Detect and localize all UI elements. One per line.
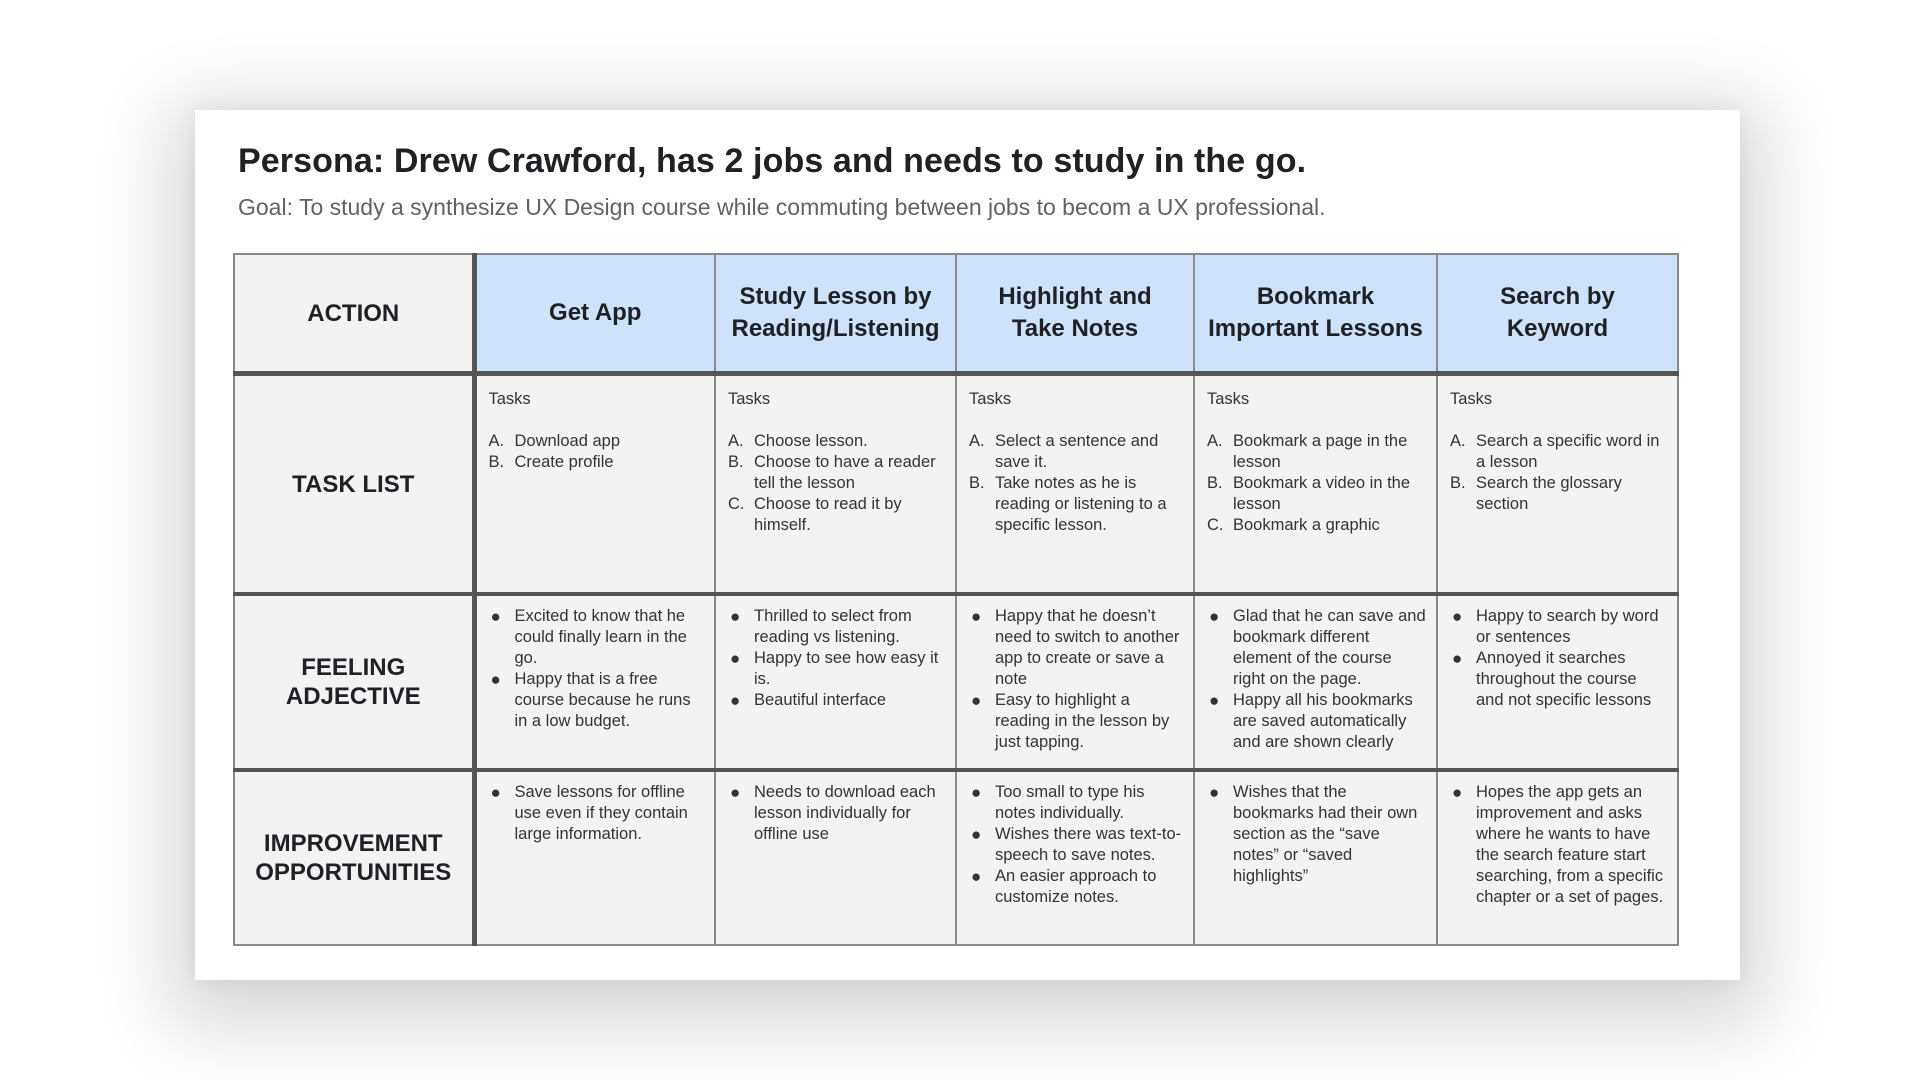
feeling-text: Happy to search by word or sentences <box>1476 607 1659 646</box>
row-label-line1: FEELING <box>301 654 406 681</box>
improvement-item <box>969 782 1183 824</box>
tasks-title: Tasks <box>1450 390 1493 408</box>
task-item <box>1207 473 1426 515</box>
task-item <box>1450 473 1667 515</box>
row-label-task-list <box>234 374 474 595</box>
task-marker: A. <box>488 432 505 450</box>
feeling-list <box>1207 606 1426 753</box>
task-item <box>728 494 945 536</box>
improvement-list <box>1207 782 1426 887</box>
task-text: Search a specific word in a lesson <box>1476 432 1660 471</box>
improvement-list <box>969 782 1183 908</box>
feeling-item <box>728 648 945 690</box>
task-marker: A. <box>969 432 985 450</box>
stage-header-highlight-notes <box>956 254 1194 374</box>
task-marker: A. <box>1207 432 1223 450</box>
stage-header-line1: Study Lesson by <box>739 283 932 310</box>
improvement-item <box>969 866 1183 908</box>
task-marker: A. <box>1450 432 1466 450</box>
improvement-list <box>1450 782 1667 908</box>
task-text: Download app <box>514 432 620 450</box>
feeling-item <box>969 606 1183 690</box>
task-marker: B. <box>969 474 985 492</box>
task-text: Choose lesson. <box>754 432 868 450</box>
task-marker: B. <box>728 453 744 471</box>
stage-header-line1: Highlight and <box>998 283 1152 310</box>
bullet-icon: ● <box>1452 783 1463 802</box>
improvement-text: Save lessons for offline use even if they contain large information. <box>514 783 688 843</box>
row-label-task-list-text: TASK LIST <box>292 470 415 498</box>
task-marker: C. <box>728 495 745 513</box>
improvement-text: Wishes that the bookmarks had their own section as the “save notes” or “saved highlights” <box>1233 783 1418 885</box>
task-marker: C. <box>1207 516 1224 534</box>
bullet-icon: ● <box>971 783 982 802</box>
feeling-text: Easy to highlight a reading in the lesson by just tapping. <box>995 691 1170 751</box>
bullet-icon: ● <box>730 649 741 668</box>
task-item <box>1207 431 1426 473</box>
task-text: Select a sentence and save it. <box>995 432 1159 471</box>
row-label-line2: ADJECTIVE <box>285 683 421 710</box>
bullet-icon: ● <box>1209 691 1220 710</box>
improvements-cell-highlight-notes <box>956 770 1194 945</box>
feeling-list <box>489 606 705 732</box>
bullet-icon: ● <box>730 691 741 710</box>
feeling-text: Beautiful interface <box>754 691 887 709</box>
task-text: Create profile <box>514 453 614 471</box>
tasks-cell-study-lesson <box>715 374 956 595</box>
stage-header-line2: Take Notes <box>1011 315 1139 342</box>
tasks-cell-bookmark <box>1194 374 1437 595</box>
feeling-text: Happy that is a free course because he runs in a low budget. <box>514 670 691 730</box>
tasks-cell-get-app <box>474 374 715 595</box>
improvement-item <box>728 782 945 845</box>
feeling-list <box>1450 606 1667 711</box>
improvement-text: Hopes the app gets an improvement and asks where he wants to have the search feature start searching, from a specific chapter or a set of pages. <box>1476 783 1664 906</box>
feelings-cell-get-app <box>474 594 715 770</box>
feeling-text: Happy that he doesn’t need to switch to another app to create or save a note <box>995 607 1180 688</box>
task-marker: B. <box>1450 474 1466 492</box>
improvements-cell-get-app <box>474 770 715 945</box>
stage-header-line1: Bookmark <box>1256 283 1375 310</box>
task-text: Bookmark a video in the lesson <box>1233 474 1411 513</box>
task-item <box>728 452 945 494</box>
row-label-line2: OPPORTUNITIES <box>255 859 452 886</box>
task-item <box>969 473 1183 536</box>
task-marker: B. <box>488 453 505 471</box>
task-text: Bookmark a graphic <box>1233 516 1380 534</box>
feeling-list <box>728 606 945 711</box>
task-item <box>489 431 705 452</box>
row-label-action-text: ACTION <box>307 299 400 327</box>
bullet-icon: ● <box>1452 649 1463 668</box>
improvement-text: Wishes there was text-to-speech to save notes. <box>995 825 1182 864</box>
stage-header-line1: Search by <box>1500 283 1615 310</box>
feeling-text: Glad that he can save and bookmark different element of the course right on the page. <box>1233 607 1426 688</box>
task-item <box>1450 431 1667 473</box>
stage-header-line2: Reading/Listening <box>731 315 940 342</box>
feelings-cell-search <box>1437 594 1678 770</box>
user-journey-map-table <box>233 253 1679 946</box>
task-list <box>728 431 945 536</box>
improvement-text: An easier approach to customize notes. <box>995 867 1157 906</box>
task-item <box>489 452 705 473</box>
bullet-icon: ● <box>1209 607 1220 626</box>
improvement-item <box>1450 782 1667 908</box>
persona-heading: Persona: Drew Crawford, has 2 jobs and needs to study in the go. <box>238 142 1307 180</box>
bullet-icon: ● <box>971 867 982 886</box>
task-item <box>1207 515 1426 536</box>
task-marker: B. <box>1207 474 1223 492</box>
feeling-item <box>969 690 1183 753</box>
stage-header-line2: Important Lessons <box>1208 315 1423 342</box>
bullet-icon: ● <box>490 783 501 802</box>
feeling-text: Happy to see how easy it is. <box>754 649 939 688</box>
bullet-icon: ● <box>730 607 741 626</box>
task-list <box>489 431 705 473</box>
tasks-cell-search <box>1437 374 1678 595</box>
task-text: Choose to read it by himself. <box>754 495 902 534</box>
bullet-icon: ● <box>971 691 982 710</box>
feeling-item <box>1207 606 1426 690</box>
feeling-item <box>489 669 705 732</box>
improvement-text: Too small to type his notes individually. <box>995 783 1145 822</box>
feeling-item <box>1450 606 1667 648</box>
bullet-icon: ● <box>971 607 982 626</box>
improvement-item <box>1207 782 1426 887</box>
feelings-cell-bookmark <box>1194 594 1437 770</box>
improvement-text: Needs to download each lesson individually for offline use <box>754 783 936 843</box>
stage-header-line1: Get App <box>549 299 642 326</box>
tasks-title: Tasks <box>488 390 531 408</box>
improvement-item <box>969 824 1183 866</box>
improvement-list <box>489 782 705 845</box>
improvements-cell-bookmark <box>1194 770 1437 945</box>
task-text: Take notes as he is reading or listening to a specific lesson. <box>995 474 1167 534</box>
stage-header-search <box>1437 254 1678 374</box>
row-label-feeling-adjective <box>234 594 474 770</box>
feeling-text: Thrilled to select from reading vs listening. <box>754 607 912 646</box>
bullet-icon: ● <box>971 825 982 844</box>
task-text: Bookmark a page in the lesson <box>1233 432 1408 471</box>
bullet-icon: ● <box>1209 783 1220 802</box>
improvement-opportunities-row <box>234 770 1678 945</box>
stage-header-line2: Keyword <box>1506 315 1609 342</box>
task-list <box>1207 431 1426 536</box>
task-item <box>728 431 945 452</box>
bullet-icon: ● <box>730 783 741 802</box>
task-marker: A. <box>728 432 744 450</box>
improvement-list <box>728 782 945 845</box>
tasks-cell-highlight-notes <box>956 374 1194 595</box>
task-text: Choose to have a reader tell the lesson <box>754 453 936 492</box>
feeling-item <box>1450 648 1667 711</box>
feeling-text: Annoyed it searches throughout the course and not specific lessons <box>1476 649 1652 709</box>
feeling-list <box>969 606 1183 753</box>
feelings-cell-highlight-notes <box>956 594 1194 770</box>
tasks-title: Tasks <box>1207 390 1250 408</box>
task-item <box>969 431 1183 473</box>
task-text: Search the glossary section <box>1476 474 1622 513</box>
feeling-item <box>489 606 705 669</box>
task-list <box>969 431 1183 536</box>
feeling-text: Happy all his bookmarks are saved automatically and are shown clearly <box>1233 691 1413 751</box>
bullet-icon: ● <box>490 607 501 626</box>
feelings-cell-study-lesson <box>715 594 956 770</box>
action-row <box>234 254 1678 374</box>
stage-header-bookmark <box>1194 254 1437 374</box>
task-list <box>1450 431 1667 515</box>
improvements-cell-study-lesson <box>715 770 956 945</box>
row-label-action <box>234 254 474 374</box>
feeling-adjective-row <box>234 594 1678 770</box>
bullet-icon: ● <box>1452 607 1463 626</box>
row-label-line1: IMPROVEMENT <box>263 830 443 857</box>
task-list-row <box>234 374 1678 595</box>
feeling-item <box>728 690 945 711</box>
goal-statement: Goal: To study a synthesize UX Design course while commuting between jobs to becom a UX professional. <box>238 194 1326 220</box>
feeling-item <box>1207 690 1426 753</box>
stage-header-study-lesson <box>715 254 956 374</box>
row-label-improvement-opportunities <box>234 770 474 945</box>
improvement-item <box>489 782 705 845</box>
feeling-item <box>728 606 945 648</box>
improvements-cell-search <box>1437 770 1678 945</box>
tasks-title: Tasks <box>728 390 771 408</box>
bullet-icon: ● <box>490 670 501 689</box>
feeling-text: Excited to know that he could finally learn in the go. <box>514 607 687 667</box>
tasks-title: Tasks <box>969 390 1012 408</box>
stage-header-get-app <box>474 254 715 374</box>
